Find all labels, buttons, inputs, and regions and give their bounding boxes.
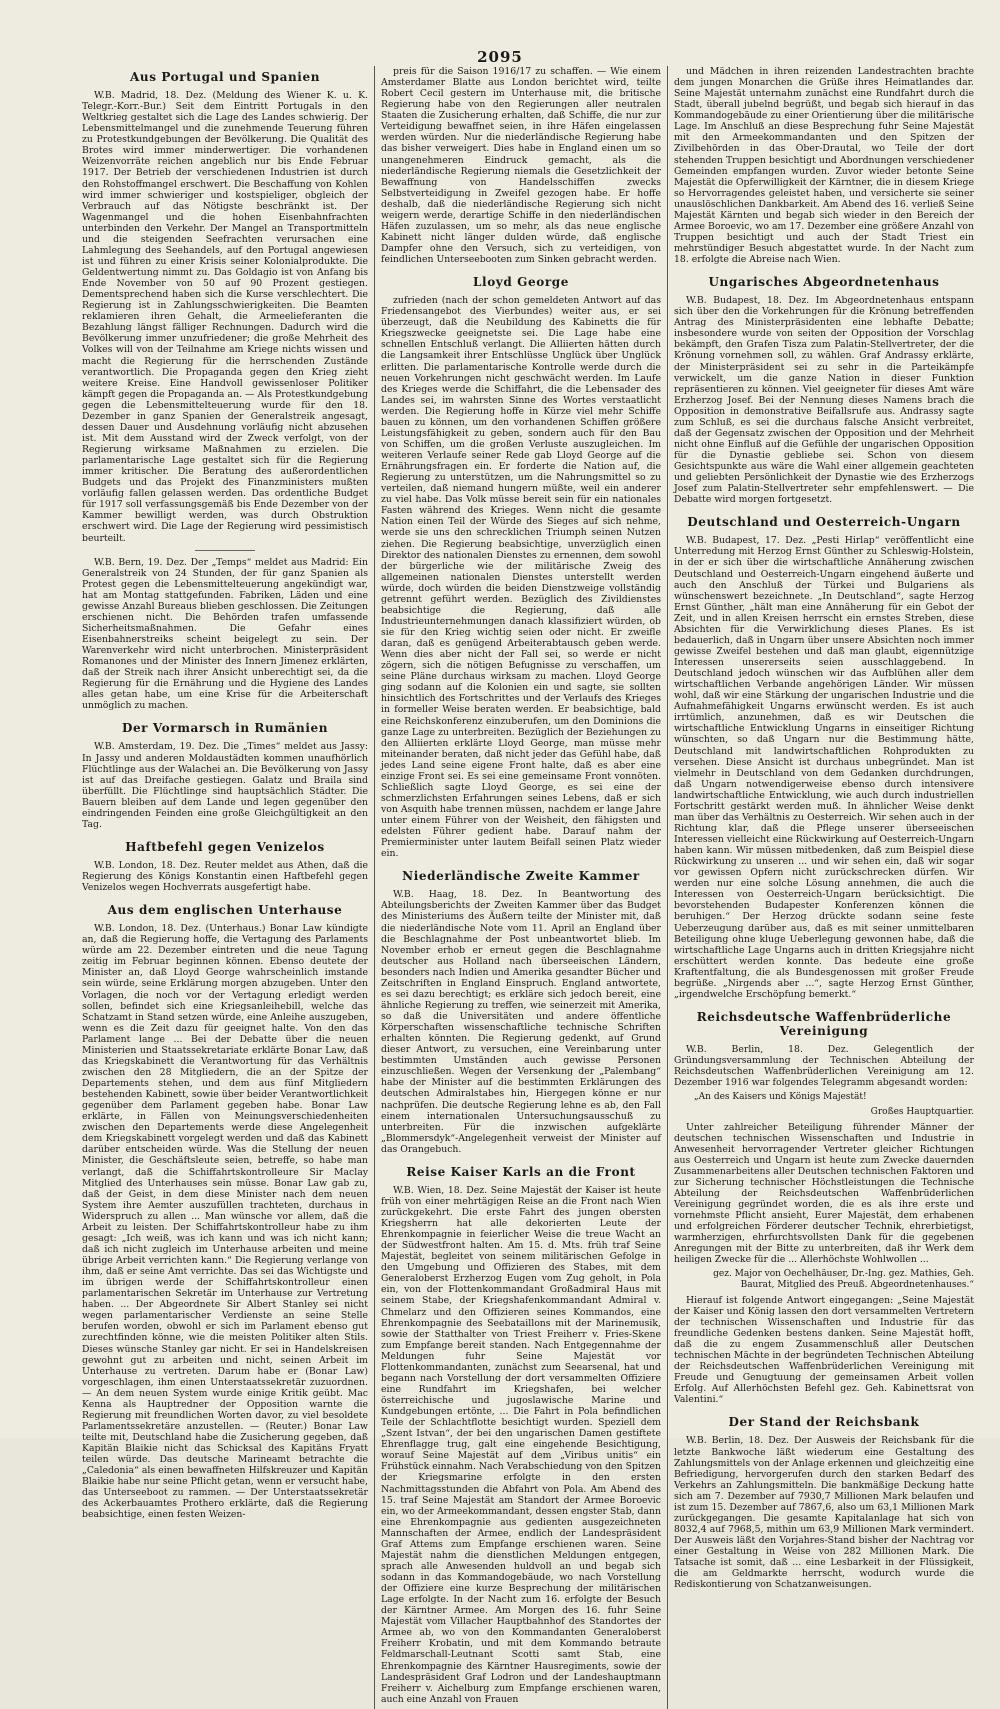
article-germany-austria: W.B. Budapest, 17. Dez. „Pesti Hirlap“ veröffentlicht eine Unterredung mit Herzog Ernst Günther zu Schleswig-Holstein, in der er sich über die wirtschaftliche Annäherung zwischen Deutschland und Oesterreich-Ungarn eingehend äußerte und auch den Anschluß der Türkei und Bulgariens als wünschenswert bezeichnete. „In Deutschland“, sagte Herzog Ernst Günther, „hält man eine Annäherung für ein Gebot der Zeit, und in allen Kreisen herrscht ein ernstes Streben, diese Absichten für die Verwirklichung dieses Planes. Es ist bedauerlich, daß in Ungarn über unsere Absichten noch immer gewisse Zweifel bestehen und daß man glaubt, eigennützige Interessen unsererseits seien ausschlaggebend. In Deutschland jedoch wünschen wir das Aufblühen aller dem wirtschaftlichen Verbande angehörigen Länder. Wir müssen wohl, daß wir eine Stärkung der ungarischen Industrie und die Aufnahmefähigkeit Ungarns erwünscht werden. Es ist auch irrtümlich, anzunehmen, daß es wir Deutschen die wirtschaftliche Entwicklung Ungarns in einseitiger Richtung wünschten, so daß Ungarn nur die Bestimmung hätte, Deutschland mit landwirtschaftlichen Rohprodukten zu versehen. Diese Ansicht ist durchaus unbegründet. Man ist vielmehr in Deutschland von dem Gedanken durchdrungen, daß Ungarn notwendigerweise ebenso durch intensivere landwirtschaftliche Entwicklung, wie auch durch industriellen Fortschritt gestärkt werden muß. In ähnlicher Weise denkt man über das Verhältnis zu Oesterreich. Wir sehen auch in der Richtung klar, daß die Pflege unserer überseeischen Interessen vielleicht eine Rückwirkung auf Oesterreich-Ungarn haben kann. Wir müssen mitbedenken, daß zum Beispiel diese Rückwirkung zu unseren ... und wir sehen ein, daß wir sogar vor gewissen Opfern nicht zurückschrecken dürfen. Wir werden nur eine solche Lösung annehmen, die auch die Interessen von Oesterreich-Ungarn berücksichtigt. Die bevorstehenden Budapester Konferenzen können die beruhigen.“ Der Herzog drückte sodann seine feste Ueberzeugung darüber aus, daß es mit seiner unmittelbaren Beteiligung ohne kluge Ueberlegung gewonnen habe, daß die wirtschaftliche Lage Ungarns auch in dritten Kriegsjahre nicht erschüttert werden konnte. Das bedeute eine große Kraftentfaltung, die als Bundesgenossen mit großer Freude begrüße. „Nirgends aber ...“, sagte Herzog Ernst Günther, „irgendwelche Erschöpfung bemerkt.“	[674, 535, 975, 1000]
telegram-signatures: gez. Major von Oechelhäuser, Dr.-Ing. gez. Mathies, Geh. Baurat, Mitglied des Preuß. Abgeordnetenhauses.“	[713, 1269, 974, 1291]
article-spain-bern: W.B. Bern, 19. Dez. Der „Temps“ meldet aus Madrid: Ein Generalstreik von 24 Stunden, der für ganz Spanien als Protest gegen die Lebensmittelteuerung angekündigt war, hat am Montag stattgefunden. Fabriken, Läden und eine gewisse Anzahl Bureaus blieben geschlossen. Die Zeitungen erschienen nicht. Die Behörden trafen umfassende Sicherheitsmaßnahmen. Die Gefahr eines Eisenbahnerstreiks scheint beigelegt zu sein. Der Warenverkehr wird nicht unterbrochen. Ministerpräsident Romanones und der Minister des Innern Jimenez erklärten, daß der Streik nach ihrer Ansicht unberechtigt sei, da die Regierung für die Ernährung und die Hygiene des Landes alles getan habe, um eine Krise für die Arbeiterschaft unmöglich zu machen.	[82, 556, 368, 712]
article-portugal-madrid: W.B. Madrid, 18. Dez. (Meldung des Wiener K. u. K. Telegr.-Korr.-Bur.) Seit dem Eintritt Portugals in den Weltkrieg gestaltet sich die Lage des Landes schwierig. Der Lebensmittelmangel und die zunehmende Teuerung führen zu Protestkundgebungen der Bevölkerung. Die Qualität des Brotes wird immer minderwertiger. Die vorhandenen Weizenvorräte reichen angeblich nur bis Ende Februar 1917. Der Betrieb der verschiedenen Industrien ist durch den Rohstoffmangel erschwert. Die Beschaffung von Kohlen wird immer schwieriger und kostspieliger, obgleich der Verbrauch auf das Nötigste beschränkt ist. Der Wagenmangel und die hohen Eisenbahnfrachten unterbinden den Verkehr. Der Mangel an Transportmitteln und die steigenden Seefrachten verursachen eine Lahmlegung des Seehandels, auf den Portugal angewiesen ist und führen zu einer Krisis seiner Kolonialprodukte. Die Geldentwertung nimmt zu. Das Goldagio ist von Anfang bis Ende November von 50 auf 90 Prozent gestiegen. Dementsprechend haben sich die Kurse verschlechtert. Die Regierung ist in Zahlungsschwierigkeiten. Die Beamten reklamieren ihren Gehalt, die Armeelieferanten die Bezahlung längst fälliger Rechnungen. Dadurch wird die Bevölkerung immer unzufriedener; die große Mehrheit des Volkes will von der Teilnahme am Kriege nichts wissen und macht die Regierung für die herrschenden Zustände verantwortlich. Die Propaganda gegen den Krieg zieht weitere Kreise. Eine Handvoll gewissenloser Politiker kämpft gegen die Propaganda an. — Als Protestkundgebung gegen die Lebensmittelteuerung wurde für den 18. Dezember in ganz Spanien der Generalstreik angesagt, dessen Dauer und Ausdehnung vorläufig nicht abzusehen ist. Mit dem Ausstand wird der Zweck verfolgt, von der Regierung wirksame Maßnahmen zu erzielen. Die parlamentarische Lage gestaltet sich für die Regierung immer kritischer. Die Beratung des außerordentlichen Budgets und das Projekt des Finanzministers mußten vorläufig fallen gelassen werden. Das ordentliche Budget für 1917 soll verfassungsgemäß bis Ende Dezember von der Kammer bewilligt werden, was durch Obstruktion erschwert wird. Die Lage der Regierung wird pessimistisch beurteilt.	[82, 90, 368, 544]
article-kaiser-karl-continued: und Mädchen in ihren reizenden Landestrachten brachte dem jungen Monarchen die Grüße ihres Heimatlandes dar. Seine Majestät unternahm zunächst eine Rundfahrt durch die Stadt, überall jubelnd begrüßt, und begab sich hierauf in das Kommandogebäude zu einer Orientierung über die militärische Lage. Im Anschluß an diese Besprechung fuhr Seine Majestät mit den Armeekommandanten und den Spitzen der Zivilbehörden in das Ober-Drautal, wo Teile der dort stehenden Truppen besichtigt und Abordnungen verschiedener Gemeinden empfangen wurden. Zuvor wieder betonte Seine Majestät die Opferwilligkeit der Kärntner, die in diesem Kriege so Hervorragendes geleistet haben, und versicherte sie seiner unauslöschlichen Dankbarkeit. Am Abend des 16. verließ Seine Majestät Kärnten und begab sich wieder in den Bereich der Armee Boroevic, wo am 17. Dezember eine größere Anzahl von Truppen besichtigt und auch der Stadt Triest ein mehrstündiger Besuch abgestattet wurde. In der Nacht zum 18. erfolgte die Abreise nach Wien.	[674, 66, 974, 266]
article-romania: W.B. Amsterdam, 19. Dez. Die „Times“ meldet aus Jassy: In Jassy und anderen Moldaustädten kommen unaufhörlich Flüchtlinge aus der Walachei an. Die Bevölkerung von Jassy ist auf das Dreifache gestiegen. Galatz und Braila sind überfüllt. Die Flüchtlinge sind hauptsächlich Städter. Die Bauern bleiben auf dem Lande und legen gegenüber den eindringenden Feinden eine große Gleichgültigkeit an den Tag.	[82, 741, 368, 830]
headline-romania: Der Vormarsch in Rumänien	[121, 721, 329, 736]
headline-waffenbrueder: Reichsdeutsche Waffenbrüderliche Vereinigung	[696, 1009, 952, 1038]
article-unterhaus: W.B. London, 18. Dez. (Unterhaus.) Bonar Law kündigte an, daß die Regierung hoffe, die Vertagung des Parlaments würde am 22. Dezember eintreten und die neue Tagung zeitig im Februar beginnen können. Ebenso deutete der Minister an, daß Lloyd George wahrscheinlich imstande sein würde, seine Erklärung morgen abzugeben. Unter den Vorlagen, die noch vor der Vertagung erledigt werden sollen, befindet sich eine Kriegsanleihebill, welche das Schatzamt in Stand setzen würde, eine Anleihe auszugeben, wenn es die Zeit dazu für geeignet halte. Von den das Parlament lange ... Bei der Debatte über die neuen Ministerien und Staatssekretariate erklärte Bonar Law, daß das Kriegskabinett die Verantwortung für das Verhältnis zwischen den 28 Mitgliedern, die an der Spitze der Departements stehen, und dem aus fünf Mitgliedern bestehenden Kabinett, sowie über beider Verantwortlichkeit gegenüber dem Parlament gegeben habe. Bonar Law erklärte, in Fällen von Meinungsverschiedenheiten zwischen den Departements werde diese Angelegenheit dem Kriegskabinett vorgelegt werden und daß das Kabinett darüber entscheiden würde. Was die Stellung der neuen Minister, die Geschäftsleute seien, betreffe, so habe man verlangt, daß die Schiffahrtskontrolleure Sir Maclay Mitglied des Unterhauses sein müsse. Bonar Law gab zu, daß der Geist, in dem diese Minister nach dem neuen System ihre Aemter auszufüllen trachteten, durchaus in Widerspruch zu allen ... Man wünsche vor allem, daß die Arbeit zu leisten. Der Schiffahrtskontrolleur habe zu ihm gesagt: „Ich weiß, was ich kann und was ich nicht kann; daß ich nicht zugleich im Unterhause arbeiten und meine übrige Arbeit verrichten kann.“ Die Regierung verlange von ihm, daß er seine Amt verrichte. Das sei das Wichtigste und im übrigen werde der Schiffahrtskontrolleur einen parlamentarischen Sekretär im Unterhause zur Vertretung haben. ... Der Abgeordnete Sir Albert Stanley sei nicht wegen parlamentarischer Verdienste an seine Stelle berufen worden, obwohl er sich im Parlament ebenso gut zurechtfinden könne, wie die meisten Politiker alten Stils. Dieses wünsche Stanley gar nicht. Er sei in Handelskreisen gewohnt gut zu arbeiten und nicht, seinen Arbeit im Unterhause zu vertreten. Darum habe er (Bonar Law) vorgeschlagen, ihm einen Unterstaatssekretär zuzuordnen. — An dem neuen System wurde einige Kritik geübt. Mac Kenna als Hauptredner der Opposition warnte die Regierung mit freundlichen Worten davor, zu viel besoldete Parlamentssekretäre anzustellen. — (Reuter.) Bonar Law teilte mit, Deutschland habe die Zusicherung gegeben, daß Kapitän Blaikie nicht das Schicksal des Kapitäns Fryatt teilen würde. Das deutsche Marineamt betrachte die „Caledonia“ als einen bewaffneten Hilfskreuzer und Kapitän Blaikie habe nur seine Pflicht getan, wenn er versucht habe, das Unterseeboot zu rammen. — Der Unterstaatssekretär des Ackerbauamtes Prothero erklärte, daß die Regierung beabsichtige, einen festen Weizen-	[82, 923, 368, 1521]
column-1	[82, 66, 368, 1709]
separator	[195, 550, 255, 551]
telegram-body: Unter zahlreicher Beteiligung führender Männer der deutschen technischen Wissenschaften und Industrie in Anwesenheit hervorragender Vertreter gleicher Richtungen aus Oesterreich und Ungarn ist heute zum Zwecke dauernden Zusammenarbeitens aller Deutschen technischen Faktoren und zur Sicherung technischer Höchstleistungen die Technische Abteilung der Reichsdeutschen Waffenbrüderlichen Vereinigung gegründet worden, die es als ihre erste und vornehmste Pflicht ansieht, Eurer Majestät, dem erhabenen und erfolgreichen Förderer deutscher Technik, ehrerbietigst, warmherzigen, ehrfurchtsvollsten Dank für die gegebenen Anregungen mit der Bitte zu unterbreiten, daß ihr Werk dem heiligen Zwecke für die ... Allerhöchste Wohlwollen ...	[674, 1121, 974, 1266]
headline-lloyd-george: Lloyd George	[473, 275, 569, 290]
column-rule	[667, 66, 668, 1709]
telegram-location: Großes Hauptquartier.	[870, 1106, 974, 1117]
article-unterhaus-continued: preis für die Saison 1916/17 zu schaffen. — Wie einem Amsterdamer Blatte aus London berichtet wird, teilte Robert Cecil gestern im Unterhause mit, die britische Regierung habe von den Regierungen aller neutralen Staaten die Zusicherung erhalten, daß Schiffe, die nur zur Verteidigung bewaffnet seien, in ihre Häfen eingelassen werden würden. Nur die niederländische Regierung habe das bisher verweigert. Dies habe in England einen um so unangenehmeren Eindruck gemacht, als die niederländische Regierung niemals die Gesetzlichkeit der Bewaffnung von Handelsschiffen zwecks Selbstverteidigung in Zweifel gezogen habe. Er hoffe deshalb, daß die niederländische Regierung sich nicht weigern werde, derartige Schiffe in den niederländischen Häfen zuzulassen, um so mehr, als das neue englische Kabinett nicht länger dulden würde, daß englische Dampfer ohne den Versuch, sich zu verteidigen, von feindlichen Unterseebooten zum Sinken gebracht werden.	[381, 66, 661, 266]
article-venizelos: W.B. London, 18. Dez. Reuter meldet aus Athen, daß die Regierung des Königs Konstantin einen Haftbefehl gegen Venizelos wegen Hochverrats ausgefertigt habe.	[82, 859, 368, 894]
headline-dutch-chamber: Niederländische Zweite Kammer	[402, 869, 640, 884]
headline-unterhaus: Aus dem englischen Unterhause	[107, 903, 343, 918]
article-hungarian-parliament: W.B. Budapest, 18. Dez. Im Abgeordnetenhaus entspann sich über den die Vorkehrungen für die Krönung betreffenden Antrag des Ministerpräsidenten eine lebhafte Debatte; insbesondere wurde von seiten der Opposition der Vorschlag bekämpft, den Grafen Tisza zum Palatin-Stellvertreter, der die Krönung vornehmen soll, zu wählen. Graf Andrassy erklärte, der Ministerpräsident sei zu sehr in die Parteikämpfe verwickelt, um die ganze Nation in dieser Funktion repräsentieren zu können. Viel geeigneter für dieses Amt wäre Erzherzog Josef. Bei der Nennung dieses Namens brach die Opposition in demonstrative Beifallsrufe aus. Andrassy sagte zum Schluß, es sei die durchaus falsche Ansicht verbreitet, daß der Gegensatz zwischen der Opposition und der Mehrheit nicht ohne Einfluß auf die Gefühle der ungarischen Opposition für die Dynastie gebliebe sei. Schon von diesem Gesichtspunkte aus wäre die Wahl einer allgemein geachteten und geliebten Persönlichkeit der Dynastie wie des Erzherzogs Josef zum Palatin-Stellvertreter sehr empfehlenswert. — Die Debatte wird morgen fortgesetzt.	[674, 295, 974, 506]
headline-kaiser-karl: Reise Kaiser Karls an die Front	[406, 1164, 636, 1179]
article-reichsbank: W.B. Berlin, 18. Dez. Der Ausweis der Reichsbank für die letzte Bankwoche läßt wiederum eine Gestaltung des Zahlungsmittels von der Anlage erkennen und gleichzeitig eine Befriedigung, hervorgerufen durch den starken Bedarf des Verkehrs an Zahlungsmitteln. Die bankmäßige Deckung hatte sich am 7. Dezember auf 7930,7 Millionen Mark belaufen und ist zum 15. Dezember auf 7867,6, also um 63,1 Millionen Mark zurückgegangen. Die gesamte Kapitalanlage hat sich von 8032,4 auf 7968,5, mithin um 63,9 Millionen Mark vermindert. Der Ausweis läßt den Vorjahres-Stand bisher der Nachtrag vor einer Gestaltung in Weise von 282 Millionen Mark. Die Tatsache ist somit, daß ... eine Lesbarkeit in der Flüssigkeit, die am Geldmarkte herrscht, wodurch wurde die Rediskontierung von Schatzanweisungen.	[674, 1435, 974, 1591]
headline-germany-austria: Deutschland und Oesterreich-Ungarn	[687, 515, 961, 530]
article-waffenbrueder: W.B. Berlin, 18. Dez. Gelegentlich der Gründungsversammlung der Technischen Abteilung der Reichsdeutschen Waffenbrüderlichen Vereinigung am 12. Dezember 1916 war folgendes Telegramm abgesandt worden:	[674, 1043, 974, 1089]
column-rule	[374, 66, 375, 1709]
article-kaiser-karl: W.B. Wien, 18. Dez. Seine Majestät der Kaiser ist heute früh von einer mehrtägigen Reise an die Front nach Wien zurückgekehrt. Die erste Fahrt des jungen obersten Kriegsherrn hat alle dekorierten Leute der Ehrenkompagnie in feierlicher Weise die treue Wacht an der Südwestfront halten. Am 15. d. Mts. früh traf Seine Majestät, begleitet von seinem militärischen Gefolge in den Umgebung und Offizieren des Stabes, mit dem Generaloberst Erzherzog Eugen vom Zug geholt, in Pola ein, von der Flottenkommandant Großadmiral Haus mit seinem Stabe, der Kriegshafenkommandant Admiral v. Chmelarz und den Offizieren seines Kommandos, eine Ehrenkompagnie des Seebataillons mit der Marinemusik, sowie der Statthalter von Triest Freiherr v. Fries-Skene zum Empfange bereit standen. Nach Entgegennahme der Meldungen fuhr Seine Majestät vor Flottenkommandanten, zunächst zum Seearsenal, hat und begann nach Vorstellung der dort versammelten Offiziere eine Rundfahrt im Kriegshafen, bei welcher österreichische und jugoslawische Marine und Kundgebungen ertönte, ... Die Fahrt in Pola befindlichen Teile der Schlachtflotte besichtigt wurden. Speziell dem „Szent Istvan“, der bei den ungarischen Damen gestiftete Ehrenflagge trug, galt eine eingehende Besichtigung, worauf Seine Majestät auf dem „Viribus unitis“ ein Frühstück einnahm. Nach Verabschiedung von den Spitzen der Kriegsmarine erfolgte in den ersten Nachmittagsstunden die Abfahrt von Pola. Am Abend des 15. traf Seine Majestät am Standort der Armee Boroevic ein, wo der Armeekommandant, dessen engster Stab, dann eine Ehrenkompagnie aus gedienten ausgezeichneten Mannschaften der Armee, endlich der Landespräsident Graf Attems zum Empfange erschienen waren. Seine Majestät nahm die dienstlichen Meldungen entgegen, sprach alle Anwesenden huldvoll an und begab sich sodann in das Kommandogebäude, wo nach Vorstellung der Offiziere eine kurze Besprechung der militärischen Lage erfolgte. In der Nacht zum 16. erfolgte der Besuch der Kärntner Armee. Am Morgen des 16. fuhr Seine Majestät vom Villacher Hauptbahnhof des Standortes der Armee ab, wo von den Kommandanten Generaloberst Freiherr Krobatin, und mit dem Kommando betraute Feldmarschall-Leutnant Scotti samt Stab, eine Ehrenkompagnie des Kärntner Hausregiments, sowie der Landespräsident Graf Lodron und der Landeshauptmann Freiherr v. Aichelburg zum Empfange erschienen waren, auch eine Anzahl von Frauen	[381, 1184, 661, 1705]
headline-venizelos: Haftbefehl gegen Venizelos	[125, 839, 325, 854]
headline-portugal-spain: Aus Portugal und Spanien	[129, 70, 321, 84]
article-dutch-chamber: W.B. Haag, 18. Dez. In Beantwortung des Abteilungsberichts der Zweiten Kammer über das Budget des Ministeriums des Äußern teilte der Minister mit, daß die niederländische Note vom 11. April an England über die Beschlagnahme der Post unbeantwortet blieb. Im November erhob er erneut gegen die Beschlagnahme deutscher aus Holland nach überseeischen Ländern, besonders nach Indien und Amerika gesandter Bücher und Zeitschriften in England Einspruch. England antwortete, es sei dazu berechtigt; es erkläre sich jedoch bereit, eine ähnliche Regierung zu treffen, wie seinerzeit mit Amerika, so daß die Universitäten und andere öffentliche Körperschaften wissenschaftliche technische Schriften erhalten könnten. Die Regierung gedenkt, auf Grund dieser Antwort, zu versuchen, eine Vereinbarung unter bestimmten Umständen auch gewisse Personen einzuschließen. Wegen der Versenkung der „Palembang“ habe der Minister auf die bestimmten Erklärungen des deutschen Admiralstabes hin, Hiergegen könne er nur nachprüfen. Die deutsche Regierung lehne es ab, den Fall einem internationalen Untersuchungsausschuß zu unterbreiten. Für die inzwischen aufgeklärte „Blommersdyk“-Angelegenheit verweist der Minister auf das Orangebuch.	[381, 889, 661, 1155]
telegram-reply: Hierauf ist folgende Antwort eingegangen: „Seine Majestät der Kaiser und König lassen den dort versammelten Vertretern der technischen Wissenschaften und Industrie für das freundliche Gedenken bestens danken. Seine Majestät hofft, daß die zu engem Zusammenschluß aller Deutschen technischen Mächte in der begründeten Technischen Abteilung der Reichsdeutschen Waffenbrüderlichen Vereinigung mit Freude und Genugtuung der gemeinsamen Arbeit vollen Erfolg. Auf Allerhöchsten Befehl gez. Geh. Kabinettsrat von Valentini.“	[674, 1294, 974, 1406]
headline-hungarian-parliament: Ungarisches Abgeordnetenhaus	[708, 275, 940, 290]
article-columns	[82, 66, 975, 1705]
page-number: 2095	[477, 48, 523, 66]
column-2	[381, 66, 661, 1709]
headline-reichsbank: Der Stand der Reichsbank	[728, 1415, 920, 1430]
column-3	[674, 66, 974, 1709]
article-lloyd-george: zufrieden (nach der schon gemeldeten Antwort auf das Friedensangebot des Vierbundes) weiter aus, er sei überzeugt, daß die Neubildung des Kabinetts die für Kriegszwecke geeignetste sei. Die Lage habe eine schnellen Entschluß verlangt. Die Alliierten hätten durch die Langsamkeit ihrer Entschlüsse Unglück über Unglück erlitten. Die parlamentarische Kontrolle werde durch die neuen Vorkehrungen nicht geschwächt werden. Im Laufe des Krieges werde die Schiffahrt, die die Lebensader des Landes sei, im wahrsten Sinne des Wortes verstaatlicht werden. Die Regierung hoffe in Kürze viel mehr Schiffe bauen zu können, um den vorhandenen Schiffen größere Leistungsfähigkeit zu geben, sondern auch für den Bau von Schiffen, um die großen Verluste auszugleichen. Im weiteren Verlaufe seiner Rede gab Lloyd George auf die Ernährungsfragen ein. Er forderte die Nation auf, die Regierung zu unterstützen, um die Nahrungsmittel so zu verteilen, daß niemand hungern müßte, weil ein anderer zu viel habe. Das Volk müsse bereit sein für ein nationales Fasten während des Krieges. Wenn nicht die gesamte Nation einen Teil der Würde des Sieges auf sich nehme, werde sie uns den schrecklichen Triumph seinen Nutzen ziehen. Die Regierung beabsichtige, unverzüglich einen Direktor des nationalen Dienstes zu ernennen, dem sowohl der bürgerliche wie der militärische Zweig des allgemeinen nationalen Dienstes unterstellt werden würde, doch würden die beiden Dienstzweige vollständig getrennt geführt werden. Bezüglich des Zivildienstes beabsichtige die Regierung, daß alle Industrieunternehmungen danach klassifiziert würden, ob sie für den Krieg wichtig seien oder nicht. Er zweifle daran, daß es genügend Arbeiterabtausch geben werde. Wenn dies aber nicht der Fall sei, so werde er nicht zögern, sich die nötigen Befugnisse zu verschaffen, um seine Pläne durchaus wirksam zu machen. Lloyd George ging sodann auf die Kolonien ein und sagte, sie sollten hinsichtlich des Fortschrittes und der Verlaufs des Krieges in formeller Weise beraten werden. Er beabsichtige, bald eine Reichskonferenz einzuberufen, um den Dominions die ganze Lage zu unterbreiten. Bezüglich der Beziehungen zu den Alliierten erklärte Lloyd George, man müsse mehr miteinander beraten, daß nicht jeder das Gefühl habe, daß jedes Land seine eigene Front halte, daß es aber eine einzige Front sei. Es sei eine gemeinsame Front vonnöten. Schließlich sagte Lloyd George, es sei eine der schmerzlichsten Erfahrungen seines Lebens, daß er sich von Asquith habe trennen müssen, nachdem er lange Jahre unter einem Führer von der Weisheit, den fähigsten und edelsten Führer gedient habe. Darauf nahm der Premierminister unter lautem Beifall seinen Platz wieder ein.	[381, 295, 661, 860]
telegram-address: „An des Kaisers und Königs Majestät!	[694, 1092, 867, 1103]
